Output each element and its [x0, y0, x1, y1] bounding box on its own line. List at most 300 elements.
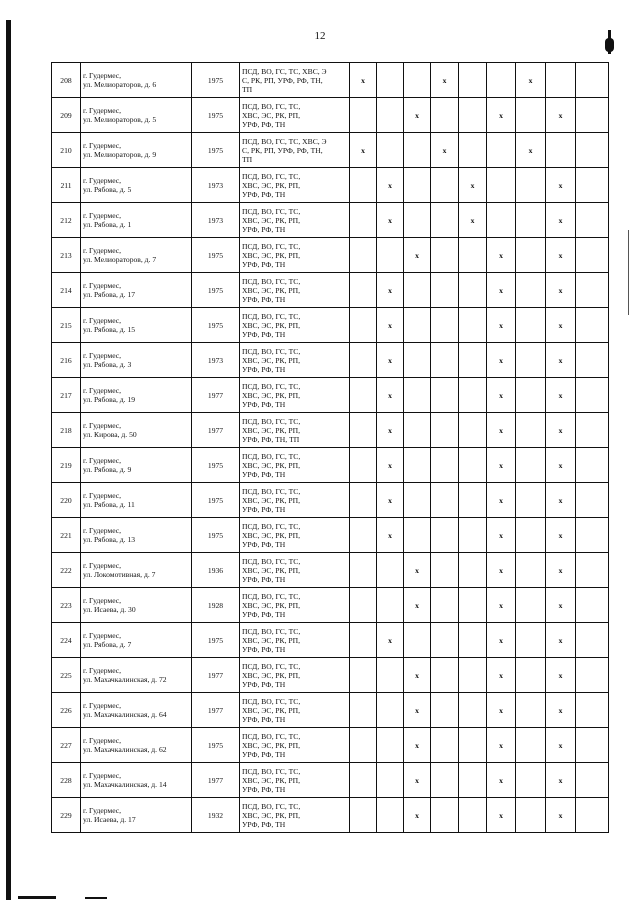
mark-cell: x	[546, 658, 576, 693]
mark-cell	[350, 448, 377, 483]
address-line: г. Гудермес,	[83, 806, 122, 815]
build-year: 1975	[192, 133, 240, 168]
services-line: УРФ, РФ, ТН	[242, 399, 286, 409]
mark-cell: x	[546, 413, 576, 448]
services-line: ХВС, ЭС, РК, РП,	[242, 285, 300, 295]
mark-cell	[516, 168, 546, 203]
mark-cell	[431, 308, 459, 343]
row-number: 214	[52, 273, 81, 308]
mark-cell: x	[350, 63, 377, 98]
address-line: ул. Рябова, д. 5	[83, 185, 132, 194]
mark-cell: x	[404, 728, 431, 763]
row-number: 213	[52, 238, 81, 273]
table-row	[52, 273, 609, 308]
table-row	[52, 308, 609, 343]
mark-cell	[431, 693, 459, 728]
empty-cell	[576, 623, 609, 658]
empty-cell	[576, 273, 609, 308]
mark-cell	[431, 483, 459, 518]
address-cell	[81, 203, 192, 238]
services-cell	[240, 378, 350, 413]
services-line: ХВС, ЭС, РК, РП,	[242, 705, 300, 715]
mark-cell	[431, 728, 459, 763]
empty-cell	[576, 378, 609, 413]
mark-cell: x	[377, 343, 404, 378]
row-number: 226	[52, 693, 81, 728]
mark-cell	[431, 378, 459, 413]
mark-cell: x	[546, 378, 576, 413]
services-line: УРФ, РФ, ТН	[242, 259, 286, 269]
mark-cell	[459, 658, 487, 693]
mark-cell	[350, 483, 377, 518]
mark-cell: x	[377, 168, 404, 203]
address-cell	[81, 798, 192, 833]
services-cell	[240, 168, 350, 203]
mark-cell: x	[487, 273, 516, 308]
mark-cell	[516, 378, 546, 413]
row-number: 212	[52, 203, 81, 238]
mark-cell	[516, 763, 546, 798]
address-line: г. Гудермес,	[83, 491, 122, 500]
services-line: ХВС, ЭС, РК, РП,	[242, 565, 300, 575]
address-cell	[81, 693, 192, 728]
mark-cell	[431, 518, 459, 553]
mark-cell: x	[377, 378, 404, 413]
mark-cell: x	[487, 798, 516, 833]
services-line: ПСД, ВО, ГС, ТС,	[242, 766, 301, 776]
housing-registry-table	[51, 62, 609, 833]
services-line: ПСД, ВО, ГС, ТС,	[242, 556, 301, 566]
build-year: 1975	[192, 448, 240, 483]
mark-cell	[516, 693, 546, 728]
services-line: УРФ, РФ, ТН	[242, 329, 286, 339]
mark-cell	[350, 728, 377, 763]
mark-cell	[516, 553, 546, 588]
services-line: УРФ, РФ, ТН	[242, 539, 286, 549]
address-line: ул. Мелиораторов, д. 6	[83, 80, 157, 89]
mark-cell	[516, 238, 546, 273]
services-line: ХВС, ЭС, РК, РП,	[242, 215, 300, 225]
empty-cell	[576, 98, 609, 133]
mark-cell: x	[404, 763, 431, 798]
services-cell	[240, 763, 350, 798]
address-cell	[81, 378, 192, 413]
services-cell	[240, 413, 350, 448]
services-line: ПСД, ВО, ГС, ТС,	[242, 101, 301, 111]
table-row	[52, 623, 609, 658]
build-year: 1973	[192, 203, 240, 238]
services-line: УРФ, РФ, ТН	[242, 504, 286, 514]
address-line: г. Гудермес,	[83, 176, 122, 185]
services-line: ХВС, ЭС, РК, РП,	[242, 250, 300, 260]
address-line: ул. Мелиораторов, д. 9	[83, 150, 157, 159]
table-row	[52, 378, 609, 413]
mark-cell	[404, 63, 431, 98]
empty-cell	[576, 518, 609, 553]
mark-cell	[431, 98, 459, 133]
services-line: УРФ, РФ, ТН	[242, 574, 286, 584]
mark-cell: x	[377, 518, 404, 553]
services-line: ПСД, ВО, ГС, ТС,	[242, 171, 301, 181]
mark-cell	[459, 273, 487, 308]
address-cell	[81, 623, 192, 658]
mark-cell	[516, 623, 546, 658]
services-line: ХВС, ЭС, РК, РП,	[242, 460, 300, 470]
mark-cell: x	[546, 308, 576, 343]
empty-cell	[576, 588, 609, 623]
address-cell	[81, 98, 192, 133]
services-line: ПСД, ВО, ГС, ТС,	[242, 311, 301, 321]
mark-cell	[459, 413, 487, 448]
services-line: ХВС, ЭС, РК, РП,	[242, 320, 300, 330]
mark-cell: x	[487, 98, 516, 133]
address-cell	[81, 588, 192, 623]
mark-cell	[431, 798, 459, 833]
mark-cell	[487, 63, 516, 98]
address-line: ул. Рябова, д. 3	[83, 360, 132, 369]
empty-cell	[576, 133, 609, 168]
services-line: С, РК, РП, УРФ, РФ, ТН,	[242, 145, 323, 155]
services-line: ХВС, ЭС, РК, РП,	[242, 390, 300, 400]
build-year: 1932	[192, 798, 240, 833]
address-cell	[81, 728, 192, 763]
address-line: ул. Рябова, д. 19	[83, 395, 136, 404]
mark-cell	[377, 238, 404, 273]
mark-cell: x	[546, 588, 576, 623]
services-line: ХВС, ЭС, РК, РП,	[242, 495, 300, 505]
address-line: г. Гудермес,	[83, 386, 122, 395]
mark-cell	[459, 133, 487, 168]
services-line: ХВС, ЭС, РК, РП,	[242, 355, 300, 365]
empty-cell	[576, 63, 609, 98]
table-row	[52, 343, 609, 378]
row-number: 224	[52, 623, 81, 658]
address-line: г. Гудермес,	[83, 771, 122, 780]
empty-cell	[576, 238, 609, 273]
mark-cell: x	[377, 308, 404, 343]
mark-cell: x	[546, 168, 576, 203]
empty-cell	[576, 483, 609, 518]
mark-cell: x	[546, 623, 576, 658]
mark-cell	[350, 588, 377, 623]
address-cell	[81, 343, 192, 378]
services-line: ПСД, ВО, ГС, ТС,	[242, 381, 301, 391]
mark-cell	[350, 798, 377, 833]
mark-cell	[431, 658, 459, 693]
mark-cell	[431, 763, 459, 798]
services-line: УРФ, РФ, ТН	[242, 679, 286, 689]
services-line: УРФ, РФ, ТН	[242, 119, 286, 129]
mark-cell: x	[404, 588, 431, 623]
mark-cell	[516, 588, 546, 623]
row-number: 221	[52, 518, 81, 553]
services-line: ХВС, ЭС, РК, РП,	[242, 600, 300, 610]
address-line: г. Гудермес,	[83, 701, 122, 710]
build-year: 1975	[192, 308, 240, 343]
address-line: ул. Мелиораторов, д. 5	[83, 115, 157, 124]
mark-cell	[350, 343, 377, 378]
build-year: 1975	[192, 63, 240, 98]
services-line: ПСД, ВО, ГС, ТС,	[242, 451, 301, 461]
mark-cell: x	[377, 203, 404, 238]
empty-cell	[576, 168, 609, 203]
table-row	[52, 798, 609, 833]
empty-cell	[576, 448, 609, 483]
build-year: 1977	[192, 378, 240, 413]
mark-cell: x	[404, 693, 431, 728]
address-cell	[81, 763, 192, 798]
mark-cell	[516, 798, 546, 833]
mark-cell	[431, 553, 459, 588]
mark-cell	[350, 273, 377, 308]
mark-cell	[350, 203, 377, 238]
services-line: УРФ, РФ, ТН	[242, 784, 286, 794]
mark-cell	[546, 63, 576, 98]
mark-cell	[459, 378, 487, 413]
mark-cell	[487, 133, 516, 168]
mark-cell	[459, 448, 487, 483]
mark-cell: x	[404, 98, 431, 133]
mark-cell: x	[546, 98, 576, 133]
address-line: г. Гудермес,	[83, 561, 122, 570]
mark-cell: x	[377, 273, 404, 308]
address-line: ул. Рябова, д. 13	[83, 535, 136, 544]
empty-cell	[576, 763, 609, 798]
mark-cell	[516, 518, 546, 553]
mark-cell: x	[404, 658, 431, 693]
build-year: 1975	[192, 98, 240, 133]
build-year: 1928	[192, 588, 240, 623]
table-row	[52, 483, 609, 518]
mark-cell	[404, 343, 431, 378]
mark-cell	[546, 133, 576, 168]
mark-cell	[404, 448, 431, 483]
mark-cell	[377, 553, 404, 588]
mark-cell: x	[377, 483, 404, 518]
address-line: г. Гудермес,	[83, 71, 122, 80]
services-line: ТП	[242, 84, 253, 94]
mark-cell	[377, 63, 404, 98]
address-line: г. Гудермес,	[83, 456, 122, 465]
mark-cell	[377, 693, 404, 728]
address-line: г. Гудермес,	[83, 316, 122, 325]
address-line: ул. Рябова, д. 15	[83, 325, 136, 334]
row-number: 217	[52, 378, 81, 413]
mark-cell	[516, 658, 546, 693]
services-cell	[240, 273, 350, 308]
mark-cell: x	[404, 238, 431, 273]
services-line: ХВС, ЭС, РК, РП,	[242, 425, 300, 435]
mark-cell: x	[377, 413, 404, 448]
table-row	[52, 658, 609, 693]
table-row	[52, 413, 609, 448]
address-line: г. Гудермес,	[83, 421, 122, 430]
mark-cell	[404, 483, 431, 518]
mark-cell	[404, 168, 431, 203]
mark-cell	[350, 378, 377, 413]
mark-cell	[377, 133, 404, 168]
mark-cell: x	[487, 658, 516, 693]
mark-cell	[431, 203, 459, 238]
build-year: 1975	[192, 623, 240, 658]
mark-cell	[431, 588, 459, 623]
services-line: ПСД, ВО, ГС, ТС,	[242, 521, 301, 531]
build-year: 1975	[192, 273, 240, 308]
address-line: г. Гудермес,	[83, 666, 122, 675]
mark-cell: x	[431, 63, 459, 98]
address-cell	[81, 413, 192, 448]
mark-cell	[459, 518, 487, 553]
mark-cell: x	[487, 343, 516, 378]
empty-cell	[576, 343, 609, 378]
mark-cell	[459, 588, 487, 623]
address-line: ул. Рябова, д. 17	[83, 290, 136, 299]
table-row	[52, 693, 609, 728]
mark-cell	[459, 623, 487, 658]
address-cell	[81, 168, 192, 203]
table-row	[52, 518, 609, 553]
services-line: ПСД, ВО, ГС, ТС,	[242, 661, 301, 671]
services-cell	[240, 98, 350, 133]
row-number: 223	[52, 588, 81, 623]
mark-cell	[350, 518, 377, 553]
row-number: 220	[52, 483, 81, 518]
mark-cell	[516, 483, 546, 518]
services-cell	[240, 203, 350, 238]
mark-cell: x	[487, 413, 516, 448]
mark-cell	[404, 133, 431, 168]
address-line: ул. Мелиораторов, д. 7	[83, 255, 157, 264]
empty-cell	[576, 308, 609, 343]
services-line: ХВС, ЭС, РК, РП,	[242, 810, 300, 820]
mark-cell: x	[487, 308, 516, 343]
build-year: 1977	[192, 693, 240, 728]
mark-cell	[431, 343, 459, 378]
mark-cell: x	[404, 553, 431, 588]
services-line: УРФ, РФ, ТН	[242, 714, 286, 724]
mark-cell	[516, 203, 546, 238]
services-cell	[240, 658, 350, 693]
mark-cell: x	[487, 518, 516, 553]
row-number: 228	[52, 763, 81, 798]
mark-cell: x	[377, 623, 404, 658]
mark-cell: x	[377, 448, 404, 483]
empty-cell	[576, 413, 609, 448]
address-line: г. Гудермес,	[83, 526, 122, 535]
mark-cell: x	[459, 203, 487, 238]
address-line: ул. Локомотивная, д. 7	[83, 570, 156, 579]
row-number: 219	[52, 448, 81, 483]
mark-cell	[459, 343, 487, 378]
services-line: УРФ, РФ, ТН	[242, 189, 286, 199]
address-line: ул. Исаева, д. 30	[83, 605, 136, 614]
scan-edge-mark	[6, 20, 11, 900]
address-line: ул. Махачкалинская, д. 72	[83, 675, 167, 684]
mark-cell: x	[459, 168, 487, 203]
build-year: 1975	[192, 238, 240, 273]
page-number: 12	[314, 30, 326, 42]
services-line: ПСД, ВО, ГС, ТС,	[242, 416, 301, 426]
address-cell	[81, 518, 192, 553]
address-line: ул. Рябова, д. 1	[83, 220, 132, 229]
mark-cell	[459, 483, 487, 518]
services-line: ХВС, ЭС, РК, РП,	[242, 530, 300, 540]
services-cell	[240, 483, 350, 518]
row-number: 210	[52, 133, 81, 168]
services-line: ХВС, ЭС, РК, РП,	[242, 635, 300, 645]
services-line: ПСД, ВО, ГС, ТС,	[242, 626, 301, 636]
services-line: ХВС, ЭС, РК, РП,	[242, 775, 300, 785]
mark-cell: x	[516, 63, 546, 98]
address-cell	[81, 308, 192, 343]
address-line: ул. Махачкалинская, д. 64	[83, 710, 167, 719]
mark-cell	[377, 728, 404, 763]
mark-cell	[459, 763, 487, 798]
services-line: ПСД, ВО, ГС, ТС,	[242, 276, 301, 286]
build-year: 1936	[192, 553, 240, 588]
address-line: ул. Рябова, д. 7	[83, 640, 132, 649]
scan-edge-mark	[628, 230, 629, 315]
empty-cell	[576, 693, 609, 728]
services-cell	[240, 728, 350, 763]
row-number: 211	[52, 168, 81, 203]
address-line: г. Гудермес,	[83, 736, 122, 745]
row-number: 225	[52, 658, 81, 693]
mark-cell	[350, 623, 377, 658]
address-line: ул. Махачкалинская, д. 14	[83, 780, 167, 789]
services-cell	[240, 623, 350, 658]
mark-cell: x	[487, 693, 516, 728]
mark-cell: x	[487, 728, 516, 763]
address-line: ул. Кирова, д. 50	[83, 430, 137, 439]
build-year: 1977	[192, 413, 240, 448]
mark-cell	[459, 798, 487, 833]
build-year: 1973	[192, 343, 240, 378]
empty-cell	[576, 553, 609, 588]
mark-cell	[431, 168, 459, 203]
mark-cell: x	[546, 553, 576, 588]
services-line: ПСД, ВО, ГС, ТС,	[242, 591, 301, 601]
mark-cell	[350, 553, 377, 588]
row-number: 208	[52, 63, 81, 98]
row-number: 227	[52, 728, 81, 763]
address-line: г. Гудермес,	[83, 281, 122, 290]
mark-cell: x	[487, 588, 516, 623]
services-cell	[240, 238, 350, 273]
mark-cell	[516, 413, 546, 448]
address-cell	[81, 63, 192, 98]
mark-cell	[377, 658, 404, 693]
mark-cell	[350, 413, 377, 448]
services-cell	[240, 798, 350, 833]
mark-cell	[459, 553, 487, 588]
table-row	[52, 168, 609, 203]
mark-cell: x	[487, 763, 516, 798]
mark-cell	[431, 448, 459, 483]
address-cell	[81, 133, 192, 168]
mark-cell	[431, 623, 459, 658]
table-row	[52, 203, 609, 238]
mark-cell	[459, 63, 487, 98]
mark-cell: x	[487, 238, 516, 273]
row-number: 222	[52, 553, 81, 588]
services-line: УРФ, РФ, ТН	[242, 644, 286, 654]
mark-cell	[516, 728, 546, 763]
mark-cell	[404, 413, 431, 448]
mark-cell: x	[546, 483, 576, 518]
table-row	[52, 133, 609, 168]
mark-cell	[377, 798, 404, 833]
